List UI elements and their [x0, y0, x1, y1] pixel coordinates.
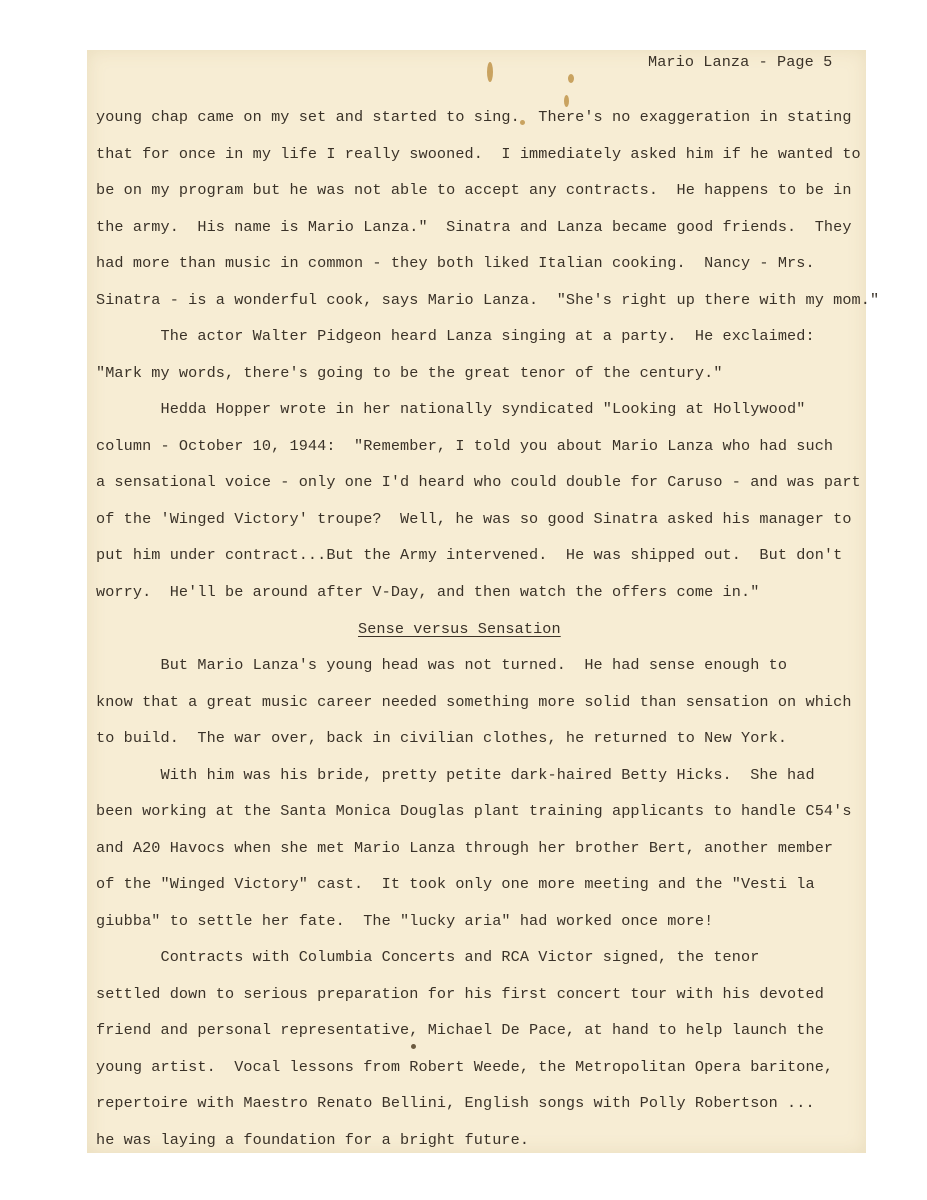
text-line: giubba" to settle her fate. The "lucky aria" had worked once more! [96, 911, 714, 930]
ink-speck [411, 1044, 416, 1049]
ink-stain [564, 95, 569, 107]
text-line: repertoire with Maestro Renato Bellini, English songs with Polly Robertson ... [96, 1094, 815, 1112]
text-line: a sensational voice - only one I'd heard who could double for Caruso - and was part [96, 473, 861, 491]
text-line: he was laying a foundation for a bright future. [96, 1130, 530, 1149]
text-line: had more than music in common - they both liked Italian cooking. Nancy - Mrs. [96, 254, 815, 272]
text-line: With him was his bride, pretty petite dark-haired Betty Hicks. She had [96, 765, 815, 784]
text-line: worry. He'll be around after V-Day, and then watch the offers come in." [96, 582, 760, 601]
text-line: know that a great music career needed something more solid than sensation on which [96, 692, 852, 711]
text-line: been working at the Santa Monica Douglas plant training applicants to handle C54's [96, 802, 852, 820]
text-line: be on my program but he was not able to accept any contracts. He happens to be in [96, 181, 852, 199]
ink-stain [568, 74, 574, 83]
section-heading: Sense versus Sensation [358, 620, 561, 638]
text-line: friend and personal representative, Michael De Pace, at hand to help launch the [96, 1021, 824, 1039]
text-line: settled down to serious preparation for his first concert tour with his devoted [96, 984, 824, 1003]
text-line: young artist. Vocal lessons from Robert Weede, the Metropolitan Opera baritone, [96, 1057, 834, 1076]
text-line: "Mark my words, there's going to be the great tenor of the century." [96, 363, 723, 382]
text-line: Contracts with Columbia Concerts and RCA Victor signed, the tenor [96, 948, 760, 966]
text-line: Hedda Hopper wrote in her nationally syndicated "Looking at Hollywood" [96, 400, 806, 418]
text-line: of the 'Winged Victory' troupe? Well, he was so good Sinatra asked his manager to [96, 509, 852, 528]
text-line: Sinatra - is a wonderful cook, says Mario Lanza. "She's right up there with my mom." [96, 290, 880, 309]
text-line: young chap came on my set and started to sing. There's no exaggeration in stating [96, 108, 852, 126]
text-line: and A20 Havocs when she met Mario Lanza through her brother Bert, another member [96, 838, 834, 857]
text-line: The actor Walter Pidgeon heard Lanza singing at a party. He exclaimed: [96, 327, 815, 345]
text-line: put him under contract...But the Army intervened. He was shipped out. But don't [96, 546, 843, 564]
page-header: Mario Lanza - Page 5 [648, 53, 833, 71]
text-line: But Mario Lanza's young head was not turned. He had sense enough to [96, 656, 788, 674]
text-line: that for once in my life I really swooned. I immediately asked him if he wanted to [96, 144, 861, 163]
text-line: of the "Winged Victory" cast. It took only one more meeting and the "Vesti la [96, 875, 815, 893]
ink-stain [487, 62, 493, 82]
text-line: the army. His name is Mario Lanza." Sinatra and Lanza became good friends. They [96, 217, 852, 236]
text-line: column - October 10, 1944: "Remember, I told you about Mario Lanza who had such [96, 436, 834, 455]
text-line: to build. The war over, back in civilian clothes, he returned to New York. [96, 729, 788, 747]
